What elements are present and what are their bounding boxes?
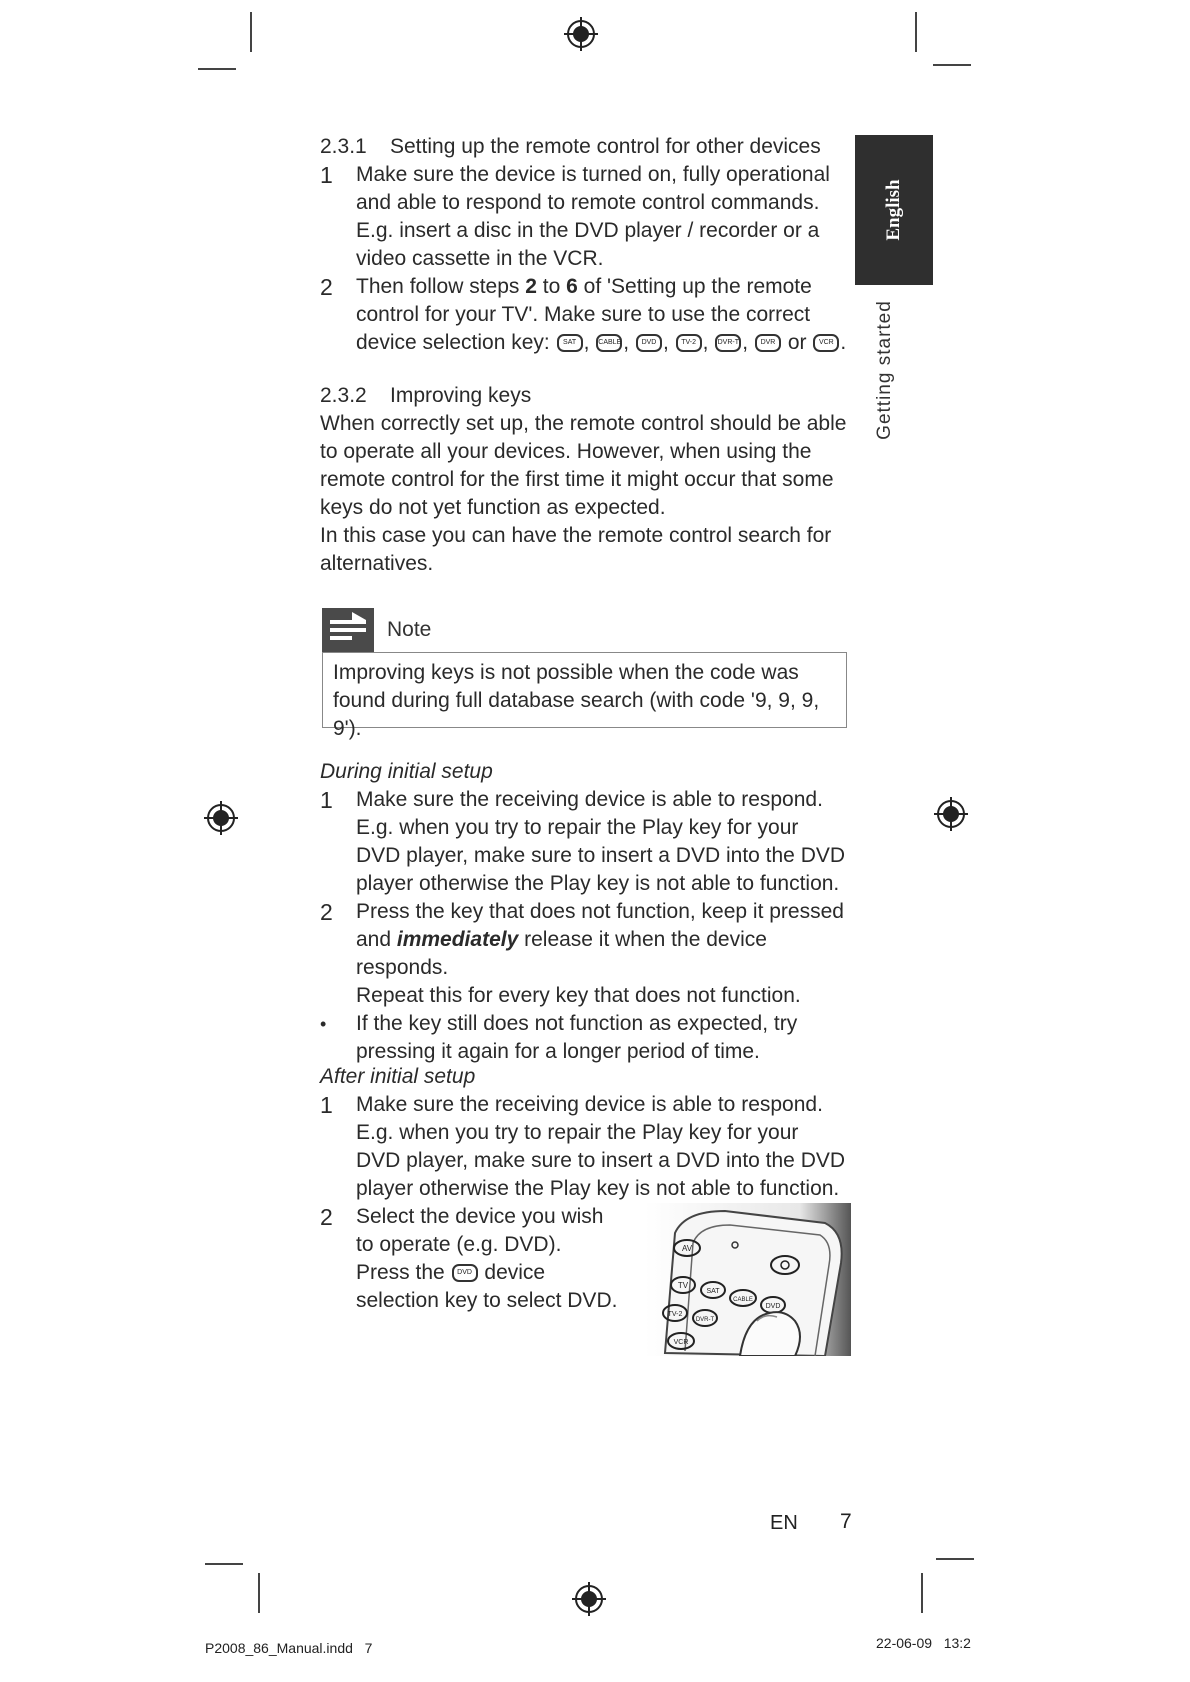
paragraph: When correctly set up, the remote control should be able to operate all your devices. However, when using the remote control for the first time it might occur that some keys do not yet function as expected. [320,412,847,519]
list-item [320,1091,848,1203]
step-text: . [840,331,847,354]
vcr-key-icon: VCR [813,334,839,352]
tv2-key-icon: TV-2 [676,334,702,352]
list-item [320,161,848,273]
crop-mark [936,1558,974,1560]
paragraph: In this case you can have the remote control search for alternatives. [320,524,832,575]
registration-mark-icon [934,797,968,831]
crop-mark [933,64,971,66]
list-item [320,1010,848,1066]
note-box [322,652,847,740]
dvr-key-icon: DVR [755,334,781,352]
step-text: release it when the device responds. [356,928,767,979]
footer-date: 22-06-09 13:2 [876,1635,971,1651]
photo-key-label: TV-2 [667,1311,683,1318]
step-text-part: device [484,1261,546,1284]
language-tab [855,135,933,285]
step-number: 1 [320,1092,333,1118]
footer-filename: P2008_86_Manual.indd 7 [205,1640,373,1656]
photo-key-label: CABLE [733,1297,753,1303]
step-number: 1 [320,162,333,188]
step-ref: 2 [525,275,537,298]
note-text: Improving keys is not possible when the code was found during full database search (with code '9, 9, 9, 9'). [333,661,820,740]
key-or: or [787,331,807,354]
step-text: to [536,275,567,298]
step-text: Make sure the receiving device is able to respond. E.g. when you try to repair the Play key for your DVD player, make sure to insert a DVD into the DVD player otherwise the Play key is not able to function. [356,1093,846,1200]
dvrt-key-icon: DVR-T [715,334,741,352]
section-number: 2.3.1 [320,135,367,158]
crop-mark [205,1563,243,1565]
step-number: 1 [320,787,333,813]
registration-mark-icon [204,801,238,835]
photo-key-label: SAT [706,1288,720,1295]
step-text: of 'Setting up the remote control for your TV'. Make sure to use the correct device selection key: [356,275,812,354]
step-emphasis: immediately [396,928,519,951]
step-text: If the key still does not function as expected, try pressing it again for a longer period of time. [356,1012,798,1063]
language-tab-label: English [883,179,904,241]
crop-mark [258,1573,260,1613]
registration-mark-icon [572,1582,606,1616]
list-item: 2 Then follow steps 2 to 6 of 'Setting up the remote control for your TV'. Make sure to use the correct device selection key: SAT , CABLE, DVD , TV-2 , DVR-T , DVR or VCR . [320,274,847,354]
dvd-key-icon: DVD [636,334,662,352]
sat-key-icon: SAT [557,334,583,352]
step-text [356,1259,626,1287]
list-item [320,1203,626,1315]
section-2-3-2 [320,382,848,578]
photo-key-label: DVD [765,1303,781,1310]
during-initial-setup [320,758,848,1066]
section-heading [320,382,848,410]
crop-mark [198,68,236,70]
section-2-3-1 [320,133,848,357]
section-side-label: Getting started [874,300,895,440]
subheading: After initial setup [320,1065,476,1088]
note-label: Note [387,618,432,641]
crop-mark [915,12,917,52]
step-number: 2 [320,899,333,925]
step-text: Make sure the device is turned on, fully operational and able to respond to remote control commands. E.g. insert a disc in the DVD player / recorder or a video cassette in the VCR. [356,163,830,270]
note-icon [322,608,374,652]
step-text: Then follow steps [356,275,526,298]
step-text: to operate (e.g. DVD). [356,1233,562,1256]
list-item [320,898,848,1010]
step-text: selection key to select DVD. [356,1289,618,1312]
bullet: • [320,1014,327,1034]
page-language: EN [770,1512,798,1534]
step-text: Select the device you wish [356,1205,604,1228]
page-number: 7 [840,1510,852,1533]
step-text: Make sure the receiving device is able to respond. E.g. when you try to repair the Play key for your DVD player, make sure to insert a DVD into the DVD player otherwise the Play key is not able to function. [356,788,846,895]
registration-mark-icon [564,17,598,51]
section-number: 2.3.2 [320,384,367,407]
subheading: During initial setup [320,760,493,783]
section-title: Improving keys [390,384,532,407]
photo-key-label: VCR [673,1339,689,1346]
section-heading [320,133,848,161]
photo-key-label: TV [677,1281,689,1290]
step-text-part: Press the [356,1261,445,1284]
photo-key-label: AV [681,1244,693,1253]
crop-mark [250,12,252,52]
crop-mark [921,1573,923,1613]
step-number: 2 [320,274,333,300]
step-number: 2 [320,1204,333,1230]
list-item [320,786,848,898]
step-ref: 6 [566,275,578,298]
step-text: Repeat this for every key that does not function. [356,984,801,1007]
section-title: Setting up the remote control for other devices [390,135,821,158]
cable-key-icon: CABLE [596,334,622,352]
dvd-key-icon: DVD [452,1264,478,1282]
remote-control-photo [645,1203,851,1356]
step-text: Press the key that does not function, keep it pressed and [356,900,844,951]
photo-key-label: DVR-T [695,1317,715,1323]
